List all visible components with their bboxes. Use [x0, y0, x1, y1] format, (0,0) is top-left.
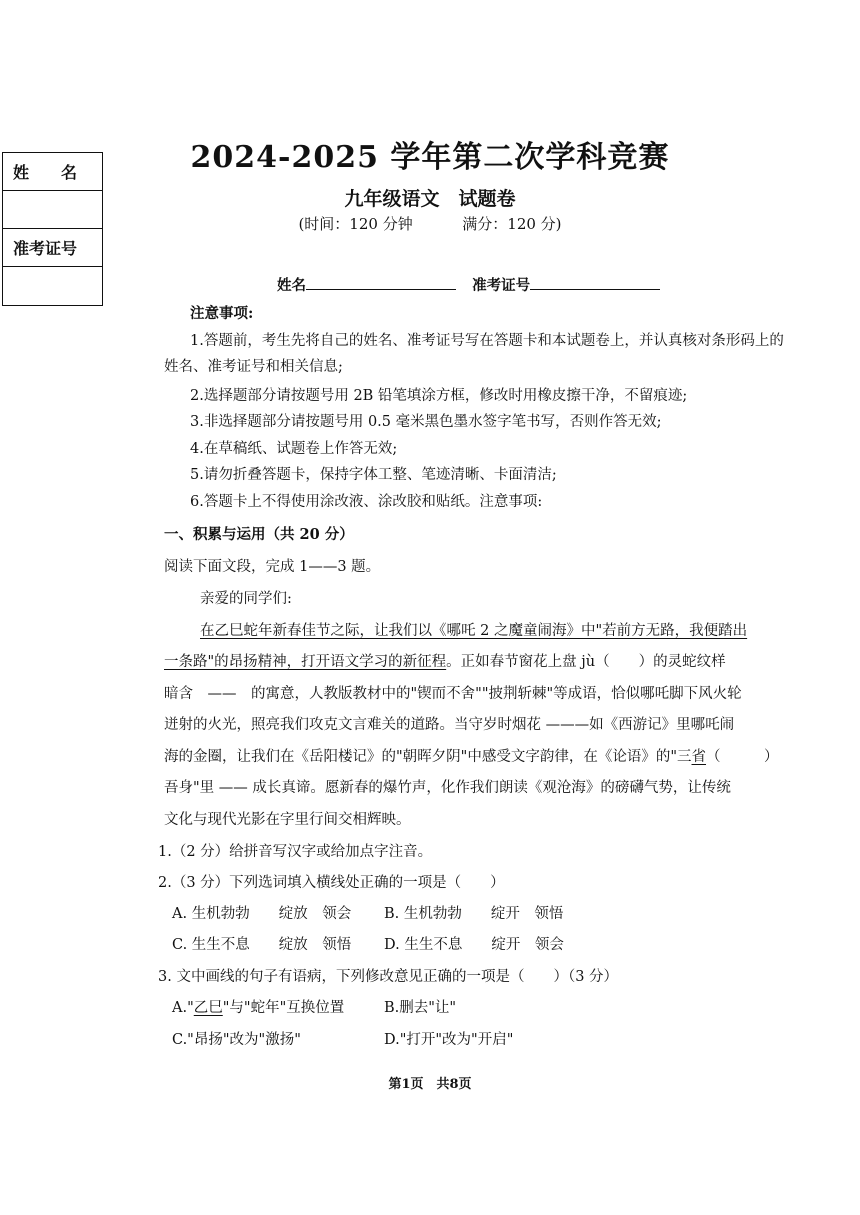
passage-line-5 — [164, 745, 779, 766]
time-info: (时间：120 分钟 — [298, 215, 413, 233]
sidebar-exam-no-field[interactable] — [3, 267, 102, 305]
question-1: 1.（2 分）给拼音写汉字或给加点字注音。 — [158, 844, 433, 860]
question-3-option-a[interactable] — [172, 996, 344, 1017]
q3-a-prefix: A." — [172, 1000, 194, 1016]
q3-a-underlined-word: 乙巳 — [193, 1000, 223, 1016]
notice-item-6: 6.答题卡上不得使用涂改液、涂改胶和贴纸。注意事项: — [190, 494, 543, 510]
notice-item-4: 4.在草稿纸、试题卷上作答无效; — [190, 441, 398, 457]
exam-title: 2024-2025 学年第二次学科竞赛 — [190, 140, 670, 175]
notice-item-5: 5.请勿折叠答题卡，保持字体工整、笔迹清晰、卡面清洁; — [190, 467, 557, 483]
passage-line-5-a: 海的金圈，让我们在《岳阳楼记》的"朝晖夕阴"中感受文字韵律，在《论语》的"三 — [164, 749, 692, 765]
exam-subtitle: 九年级语文 试题卷 — [344, 188, 516, 210]
passage-line-5-c: （ ） — [706, 749, 779, 765]
passage-line-4: 迸射的火光，照亮我们攻克文言难关的道路。当守岁时烟花 ———如《西游记》里哪吒闹 — [164, 717, 735, 733]
passage-underlined-sentence-end: 一条路"的昂扬精神，打开语文学习的新征程 — [164, 654, 447, 670]
passage-line-3: 暗含 —— 的寓意，人教版教材中的"锲而不舍""披荆斩棘"等成语，恰似哪吒脚下风火轮 — [164, 686, 742, 702]
section-intro: 阅读下面文段，完成 1——3 题。 — [164, 559, 381, 575]
notice-item-1-cont: 姓名、准考证号和相关信息; — [164, 359, 343, 375]
question-3-option-d[interactable]: D."打开"改为"开启" — [384, 1032, 514, 1048]
notice-heading: 注意事项: — [190, 305, 254, 322]
question-3-option-c[interactable]: C."昂扬"改为"激扬" — [172, 1032, 301, 1048]
exam-time-score — [0, 213, 860, 234]
score-info: 满分：120 分) — [462, 215, 562, 233]
fill-line — [277, 274, 660, 295]
section-heading: 一、积累与运用（共 20 分） — [164, 526, 354, 543]
fill-exam-no-label: 准考证号 — [472, 277, 531, 294]
fill-name-label: 姓名 — [277, 277, 306, 294]
question-3-option-b[interactable]: B.删去"让" — [384, 1000, 457, 1016]
dotted-character: 省 — [691, 749, 707, 765]
passage-greeting: 亲爱的同学们: — [200, 591, 292, 607]
passage-line-1: 在乙巳蛇年新春佳节之际，让我们以《哪吒 2 之魔童闹海》中"若前方无路，我便踏出 — [200, 623, 748, 639]
exam-no-blank[interactable] — [530, 275, 660, 290]
question-2-option-c[interactable]: C. 生生不息 绽放 领悟 — [172, 937, 352, 953]
q3-a-rest: "与"蛇年"互换位置 — [222, 1000, 345, 1016]
question-2-option-b[interactable]: B. 生机勃勃 绽开 领悟 — [384, 906, 564, 922]
question-2-option-a[interactable]: A. 生机勃勃 绽放 领会 — [172, 906, 352, 922]
name-blank[interactable] — [306, 275, 456, 290]
passage-line-2-rest: 。正如春节窗花上盘 jù（ ）的灵蛇纹样 — [446, 654, 726, 670]
question-2-option-d[interactable]: D. 生生不息 绽开 领会 — [384, 937, 564, 953]
question-2-stem: 2.（3 分）下列选词填入横线处正确的一项是（ ） — [158, 875, 505, 891]
passage-line-7: 文化与现代光影在字里行间交相辉映。 — [164, 812, 411, 828]
notice-item-3: 3.非选择题部分请按题号用 0.5 毫米黑色墨水签字笔书写，否则作答无效; — [190, 414, 662, 430]
page-number: 第1页 共8页 — [388, 1077, 472, 1092]
passage-line-6: 吾身"里 —— 成长真谛。愿新春的爆竹声，化作我们朗读《观沧海》的磅礴气势，让传统 — [164, 780, 731, 796]
passage-line-2 — [164, 650, 726, 671]
question-3-stem: 3. 文中画线的句子有语病，下列修改意见正确的一项是（ ）（3 分） — [158, 969, 619, 985]
notice-item-1: 1.答题前，考生先将自己的姓名、准考证号写在答题卡和本试题卷上，并认真核对条形码上的 — [190, 333, 784, 349]
notice-item-2: 2.选择题部分请按题号用 2B 铅笔填涂方框，修改时用橡皮擦干净，不留痕迹; — [190, 388, 688, 404]
sidebar-name-label: 姓 名 — [3, 153, 102, 191]
sidebar-exam-no-label: 准考证号 — [3, 229, 102, 267]
